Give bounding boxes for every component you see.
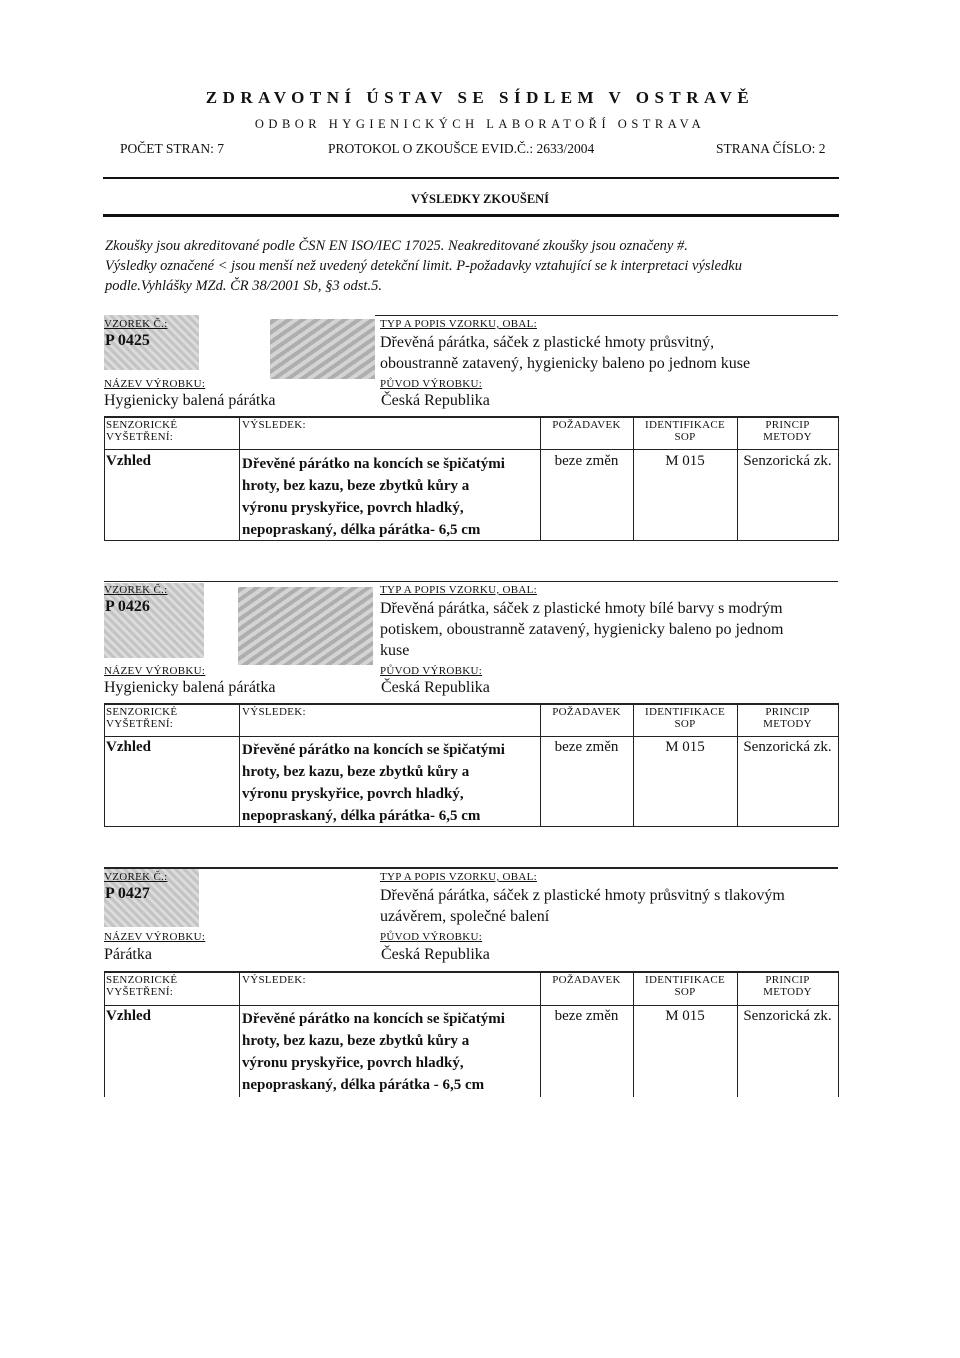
method-value: Senzorická zk. — [743, 739, 832, 755]
requirement-value: beze změn — [554, 453, 619, 469]
sensory-header: SENZORICKÉ VYŠETŘENÍ: — [106, 706, 178, 730]
test-name: Vzhled — [106, 739, 151, 755]
institution-name: ZDRAVOTNÍ ÚSTAV SE SÍDLEM V OSTRAVĚ — [205, 88, 755, 107]
product-name: Hygienicky balená párátka — [104, 679, 276, 696]
sample-type-label: TYP A POPIS VZORKU, OBAL: — [380, 871, 537, 883]
result-text: Dřevěné párátko na koncích se špičatými hroty, bez kazu, beze zbytků kůry a výronu pryskyřice, povrch hladký, nepopraskaný, délka párátka - 6,5 cm — [242, 1011, 505, 1093]
origin-value: Česká Republika — [381, 946, 490, 963]
sample-type-label: TYP A POPIS VZORKU, OBAL: — [380, 318, 537, 330]
method-header: PRINCIP METODY — [763, 974, 812, 998]
section-rule — [103, 214, 839, 217]
sop-value: M 015 — [665, 453, 705, 469]
sop-header: IDENTIFIKACE SOP — [645, 706, 725, 730]
product-name: Párátka — [104, 946, 152, 963]
section-title: VÝSLEDKY ZKOUŠENÍ — [410, 192, 550, 206]
result-header: VÝSLEDEK: — [242, 419, 306, 431]
result-text: Dřevěné párátko na koncích se špičatými hroty, bez kazu, beze zbytků kůry a výronu pryskyřice, povrch hladký, nepopraskaný, délka párátka- 6,5 cm — [242, 456, 505, 538]
sample-number-label: VZOREK Č.: — [104, 584, 168, 596]
sop-header: IDENTIFIKACE SOP — [645, 419, 725, 443]
page-count: POČET STRAN: 7 — [120, 141, 225, 156]
sop-value: M 015 — [665, 1008, 705, 1024]
result-header: VÝSLEDEK: — [242, 974, 306, 986]
sample-code: P 0425 — [105, 332, 150, 349]
method-header: PRINCIP METODY — [763, 706, 812, 730]
origin-value: Česká Republika — [381, 679, 490, 696]
sop-value: M 015 — [665, 739, 705, 755]
intro-line: podle.Vyhlášky MZd. ČR 38/2001 Sb, §3 odst.5. — [105, 278, 382, 294]
sample-type-description: Dřevěná párátka, sáček z plastické hmoty průsvitný, oboustranně zatavený, hygienicky baleno po jednom kuse — [380, 334, 751, 372]
method-value: Senzorická zk. — [743, 1008, 832, 1024]
intro-line: Výsledky označené < jsou menší než uvedený detekční limit. P-požadavky vztahující se k interpretaci výsledku — [105, 258, 742, 274]
sensory-header: SENZORICKÉ VYŠETŘENÍ: — [106, 419, 178, 443]
department-name: ODBOR HYGIENICKÝCH LABORATOŘÍ OSTRAVA — [254, 117, 706, 131]
sample-type-label: TYP A POPIS VZORKU, OBAL: — [380, 584, 537, 596]
test-name: Vzhled — [106, 1008, 151, 1024]
sample-type-description: Dřevěná párátka, sáček z plastické hmoty průsvitný s tlakovým uzávěrem, společné balení — [380, 887, 785, 925]
requirement-value: beze změn — [554, 739, 619, 755]
sample-type-description: Dřevěná párátka, sáček z plastické hmoty bílé barvy s modrým potiskem, oboustranně zatavený, hygienicky baleno po jednom kuse — [380, 600, 784, 659]
product-name: Hygienicky balená párátka — [104, 392, 276, 409]
origin-label: PŮVOD VÝROBKU: — [380, 665, 483, 677]
header-rule — [103, 177, 839, 179]
sample-code: P 0427 — [105, 885, 150, 902]
intro-line: Zkoušky jsou akreditované podle ČSN EN ISO/IEC 17025. Neakreditované zkoušky jsou označeny #. — [105, 238, 688, 254]
redaction-mark — [270, 319, 375, 379]
product-name-label: NÁZEV VÝROBKU: — [104, 378, 206, 390]
method-value: Senzorická zk. — [743, 453, 832, 469]
product-name-label: NÁZEV VÝROBKU: — [104, 931, 206, 943]
method-header: PRINCIP METODY — [763, 419, 812, 443]
protocol-number: PROTOKOL O ZKOUŠCE EVID.Č.: 2633/2004 — [328, 141, 595, 156]
sample-number-label: VZOREK Č.: — [104, 871, 168, 883]
requirement-value: beze změn — [554, 1008, 619, 1024]
sensory-header: SENZORICKÉ VYŠETŘENÍ: — [106, 974, 178, 998]
origin-label: PŮVOD VÝROBKU: — [380, 378, 483, 390]
sample-code: P 0426 — [105, 598, 150, 615]
requirement-header: POŽADAVEK — [552, 419, 621, 431]
page-number: STRANA ČÍSLO: 2 — [716, 141, 826, 156]
requirement-header: POŽADAVEK — [552, 706, 621, 718]
origin-label: PŮVOD VÝROBKU: — [380, 931, 483, 943]
sample-block — [0, 867, 960, 1107]
test-name: Vzhled — [106, 453, 151, 469]
origin-value: Česká Republika — [381, 392, 490, 409]
product-name-label: NÁZEV VÝROBKU: — [104, 665, 206, 677]
sample-number-label: VZOREK Č.: — [104, 318, 168, 330]
requirement-header: POŽADAVEK — [552, 974, 621, 986]
result-text: Dřevěné párátko na koncích se špičatými hroty, bez kazu, beze zbytků kůry a výronu pryskyřice, povrch hladký, nepopraskaný, délka párátka- 6,5 cm — [242, 742, 505, 824]
accreditation-note — [105, 236, 845, 296]
sample-block — [0, 315, 960, 545]
sop-header: IDENTIFIKACE SOP — [645, 974, 725, 998]
redaction-mark — [238, 587, 373, 665]
sample-block — [0, 581, 960, 831]
result-header: VÝSLEDEK: — [242, 706, 306, 718]
